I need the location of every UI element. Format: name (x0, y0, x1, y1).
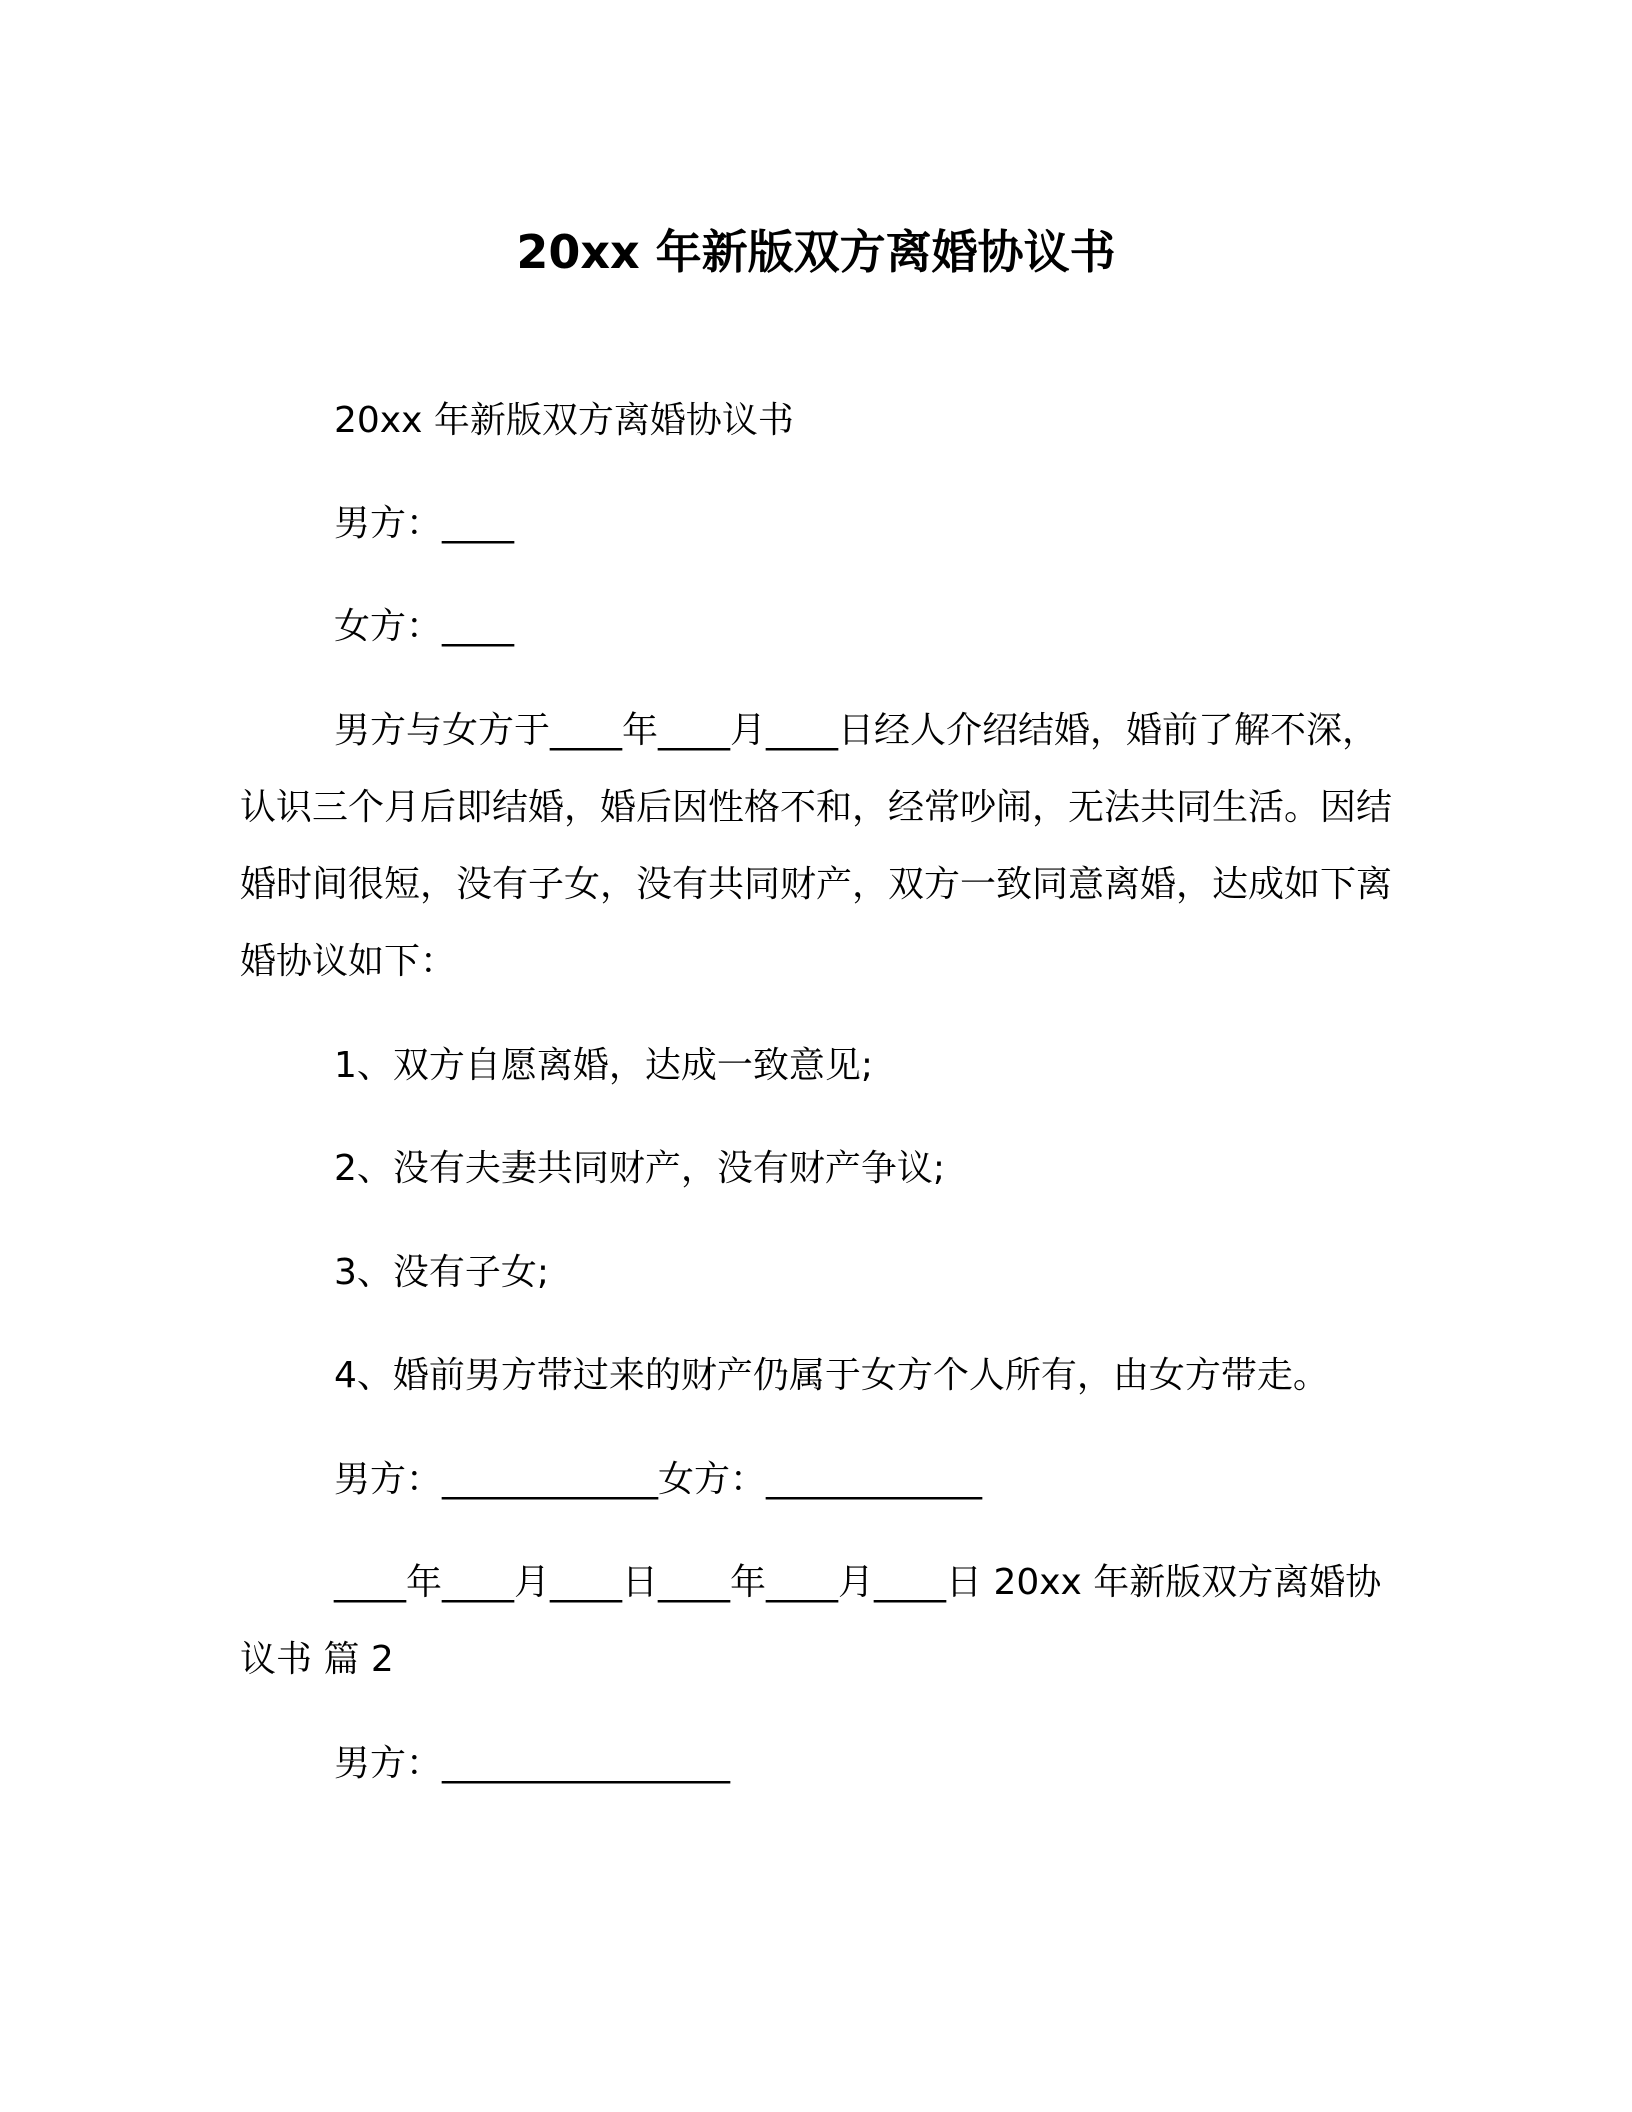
date-line-and-next-title: ____年____月____日____年____月____日 20xx 年新版双方离婚协议书 篇 2 (240, 1562, 1382, 1680)
subtitle-paragraph: 20xx 年新版双方离婚协议书 (334, 400, 794, 441)
document-title: 20xx 年新版双方离婚协议书 (516, 225, 1116, 279)
clause-4: 4、婚前男方带过来的财产仍属于女方个人所有，由女方带走。 (334, 1355, 1329, 1396)
signature-line: 男方：____________女方：____________ (334, 1459, 983, 1500)
marriage-background-paragraph: 男方与女方于____年____月____日经人介绍结婚，婚前了解不深，认识三个月后即结婚，婚后因性格不和，经常吵闹，无法共同生活。因结婚时间很短，没有子女，没有共同财产，双方一致同意离婚，达成如下离婚协议如下： (240, 710, 1393, 982)
male-party-line: 男方：____ (334, 503, 515, 544)
female-party-line: 女方：____ (334, 606, 515, 647)
clause-1: 1、双方自愿离婚，达成一致意见; (334, 1045, 874, 1086)
clause-3: 3、没有子女; (334, 1252, 550, 1293)
male-party-line-2: 男方：________________ (334, 1743, 731, 1784)
clause-2: 2、没有夫妻共同财产，没有财产争议; (334, 1148, 946, 1189)
